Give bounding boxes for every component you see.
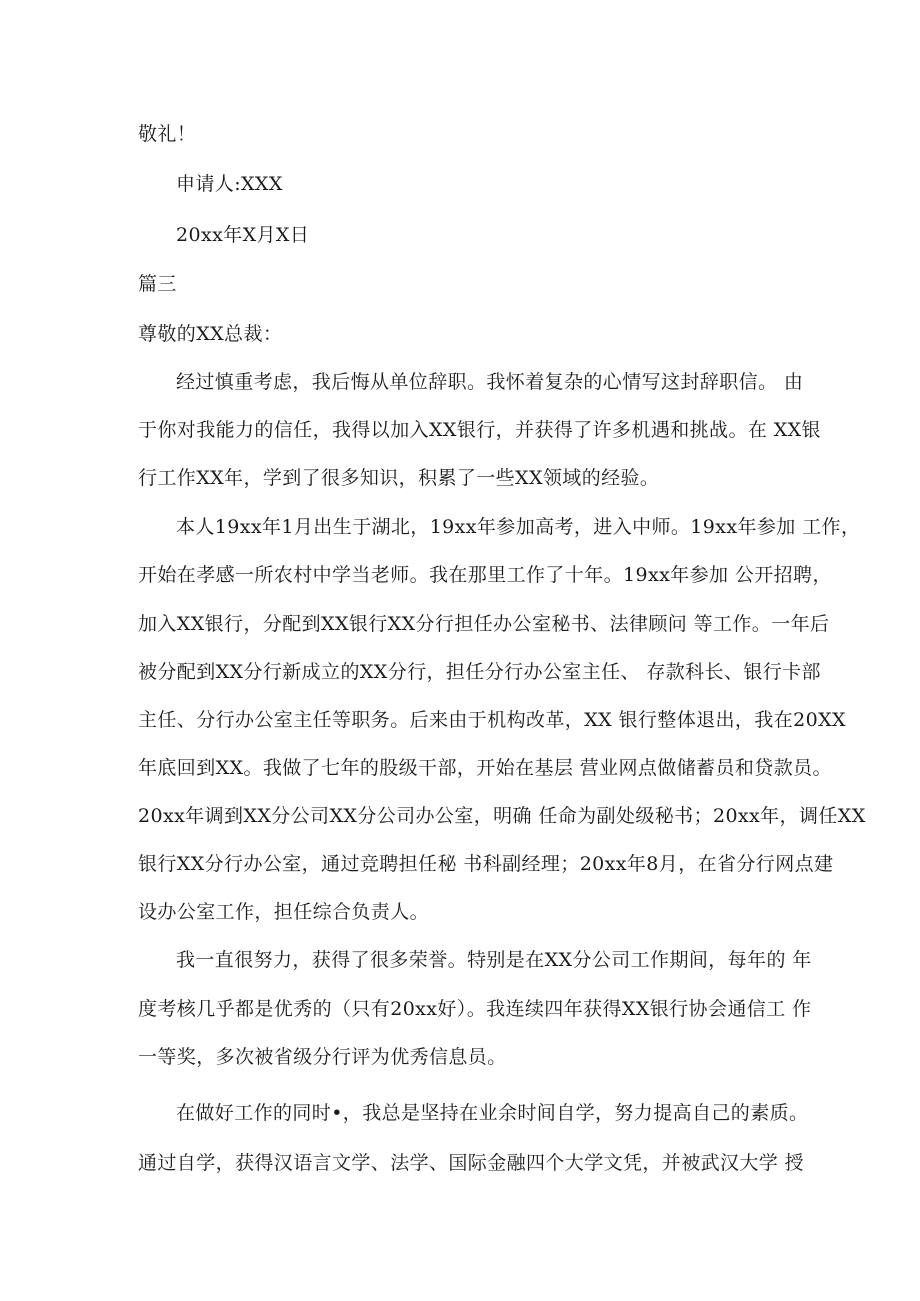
paragraph-2-line-1: 本人19xx年1月出生于湖北，19xx年参加高考，进入中师。19xx年参加 工作， [176, 516, 861, 538]
paragraph-3-line-3: 一等奖，多次被省级分行评为优秀信息员。 [138, 1046, 507, 1068]
paragraph-2-line-6: 年底回到XX。我做了七年的股级干部，开始在基层 营业网点做储蓄员和贷款员。 [138, 757, 832, 779]
paragraph-2-line-8: 银行XX分行办公室，通过竞聘担任秘 书科副经理；20xx年8月，在省分行网点建 [138, 853, 834, 875]
closing-text: 敬礼！ [138, 123, 197, 145]
section-title: 篇三 [138, 273, 177, 295]
paragraph-3-line-2: 度考核几乎都是优秀的（只有20xx好）。我连续四年获得XX银行协会通信工 作 [138, 998, 812, 1020]
paragraph-2-line-7: 20xx年调到XX分公司XX分公司办公室，明确 任命为副处级秘书；20xx年，调任XX [138, 805, 866, 827]
date-line: 20xx年X月X日 [176, 224, 310, 246]
paragraph-2-line-4: 被分配到XX分行新成立的XX分行，担任分行办公室主任、 存款科长、银行卡部 [138, 661, 821, 683]
paragraph-4-line-2: 通过自学，获得汉语言文学、法学、国际金融四个大学文凭，并被武汉大学 授 [138, 1152, 805, 1174]
paragraph-1-line-3: 行工作XX年，学到了很多知识，积累了一些XX领域的经验。 [138, 467, 660, 489]
paragraph-1-line-1: 经过慎重考虑，我后悔从单位辞职。我怀着复杂的心情写这封辞职信。 由 [176, 371, 804, 393]
applicant-line: 申请人:XXX [176, 173, 283, 195]
paragraph-2-line-2: 开始在孝感一所农村中学当老师。我在那里工作了十年。19xx年参加 公开招聘， [138, 564, 832, 586]
paragraph-2-line-5: 主任、分行办公室主任等职务。后来由于机构改革，XX 银行整体退出，我在20XX [138, 709, 846, 731]
salutation: 尊敬的XX总裁： [138, 323, 283, 345]
paragraph-1-line-2: 于你对我能力的信任，我得以加入XX银行，并获得了许多机遇和挑战。在 XX银 [138, 419, 821, 441]
paragraph-2-line-9: 设办公室工作，担任综合负责人。 [138, 901, 430, 923]
paragraph-4-line-1: 在做好工作的同时•，我总是坚持在业余时间自学，努力提高自己的素质。 [176, 1102, 809, 1124]
paragraph-2-line-3: 加入XX银行，分配到XX银行XX分行担任办公室秘书、法律顾问 等工作。一年后 [138, 613, 830, 635]
paragraph-3-line-1: 我一直很努力，获得了很多荣誉。特别是在XX分公司工作期间，每年的 年 [176, 949, 812, 971]
